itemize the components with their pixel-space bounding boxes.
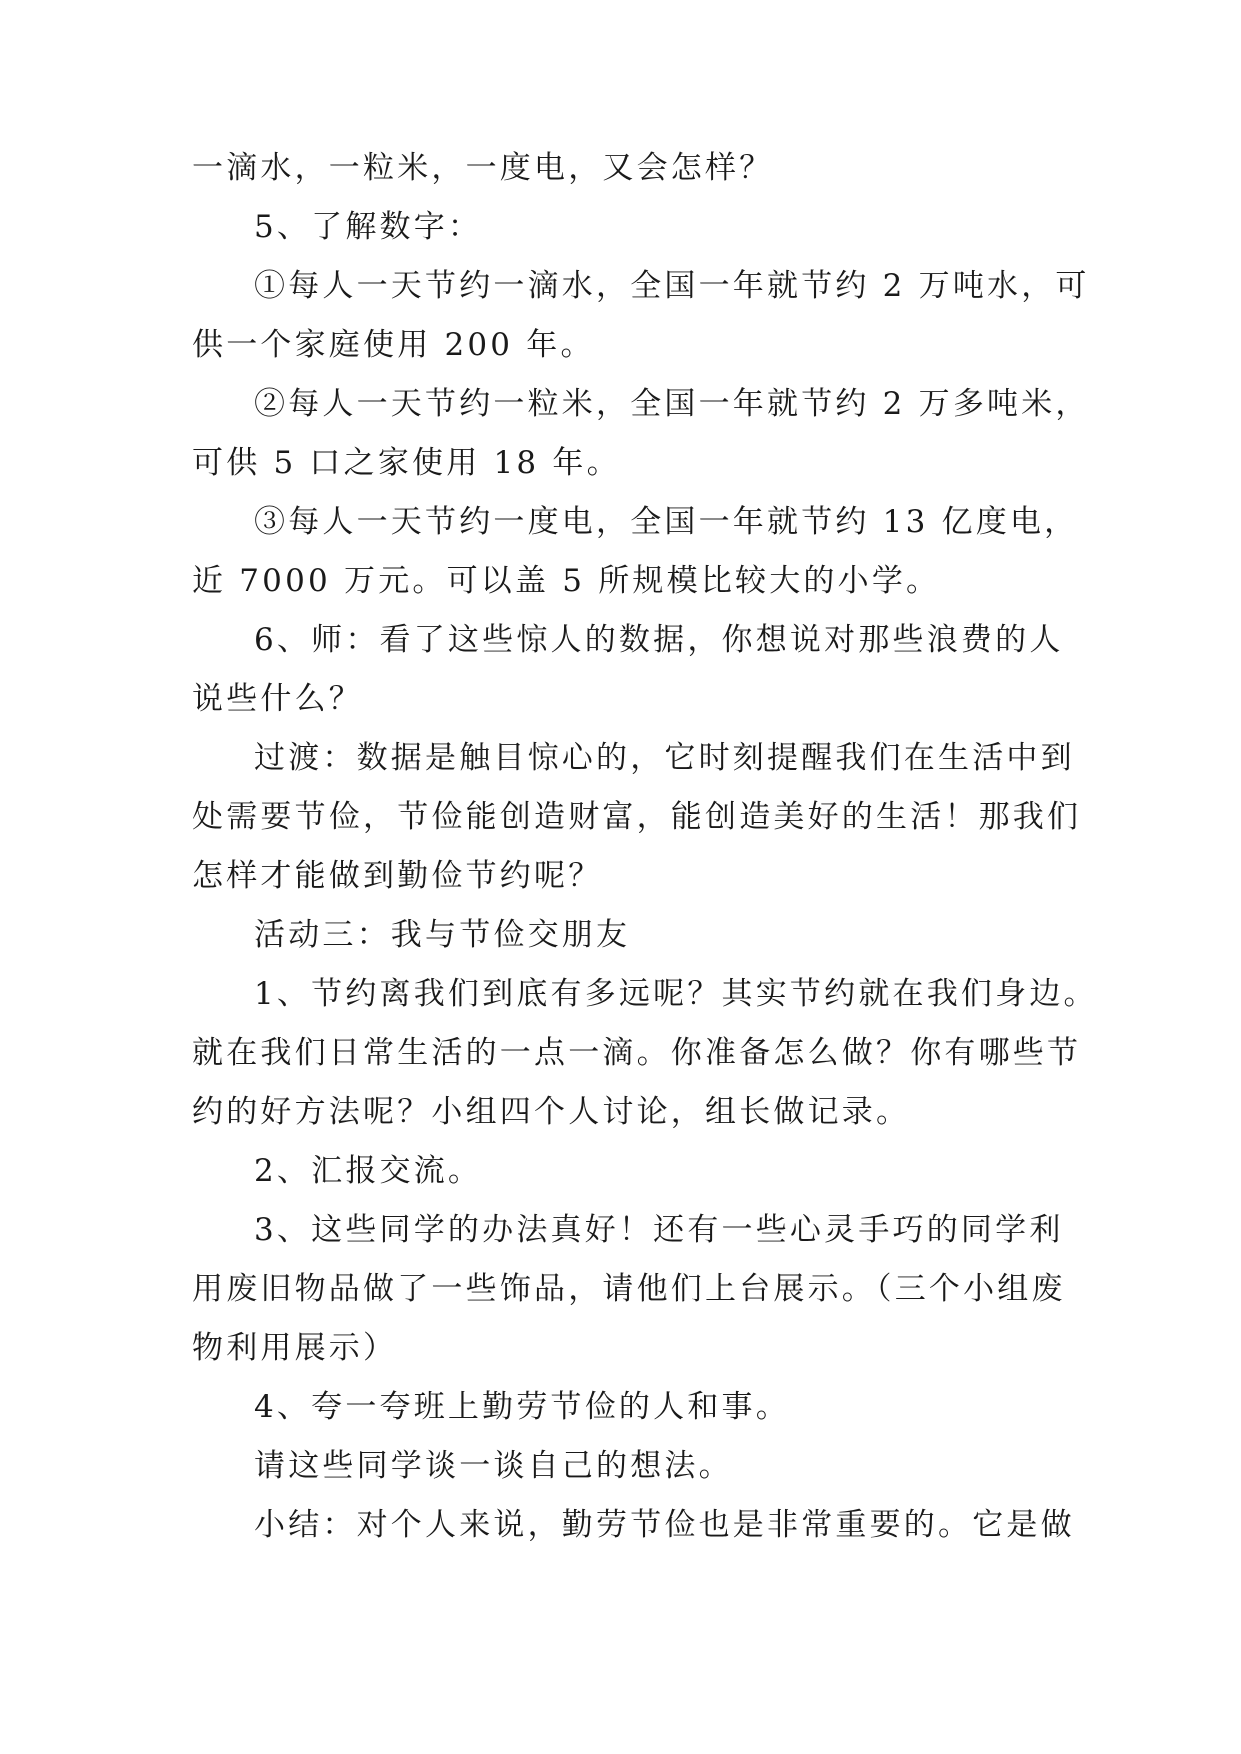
text-line: 处需要节俭，节俭能创造财富，能创造美好的生活！那我们 — [192, 799, 1082, 835]
text-line: 4、夸一夸班上勤劳节俭的人和事。 — [254, 1389, 790, 1425]
text-line: 5、了解数字： — [254, 209, 483, 245]
text-line: 可供 5 口之家使用 18 年。 — [192, 445, 621, 481]
text-line: 怎样才能做到勤俭节约呢？ — [192, 858, 603, 894]
text-line: 2、汇报交流。 — [254, 1153, 483, 1189]
text-line: 物利用展示） — [192, 1330, 398, 1366]
text-line: 用废旧物品做了一些饰品，请他们上台展示。（三个小组废 — [192, 1271, 1066, 1307]
text-line: 1、节约离我们到底有多远呢？其实节约就在我们身边。 — [254, 976, 1098, 1012]
text-line: 供一个家庭使用 200 年。 — [192, 327, 595, 363]
text-line: ①每人一天节约一滴水，全国一年就节约 2 万吨水，可 — [254, 268, 1090, 304]
text-line: 近 7000 万元。可以盖 5 所规模比较大的小学。 — [192, 563, 941, 599]
text-line: 说些什么？ — [192, 681, 363, 717]
text-line: 约的好方法呢？小组四个人讨论，组长做记录。 — [192, 1094, 911, 1130]
text-line: 过渡：数据是触目惊心的，它时刻提醒我们在生活中到 — [254, 740, 1075, 776]
text-line: ②每人一天节约一粒米，全国一年就节约 2 万多吨米， — [254, 386, 1090, 422]
text-line: 一滴水，一粒米，一度电，又会怎样？ — [192, 150, 774, 186]
text-line: 3、这些同学的办法真好！还有一些心灵手巧的同学利 — [254, 1212, 1064, 1248]
text-line: 小结：对个人来说，勤劳节俭也是非常重要的。它是做 — [254, 1507, 1075, 1543]
text-line: 请这些同学谈一谈自己的想法。 — [254, 1448, 733, 1484]
text-line: ③每人一天节约一度电，全国一年就节约 13 亿度电， — [254, 504, 1079, 540]
text-line: 6、师：看了这些惊人的数据，你想说对那些浪费的人 — [254, 622, 1064, 658]
section-heading: 活动三：我与节俭交朋友 — [254, 917, 631, 953]
text-line: 就在我们日常生活的一点一滴。你准备怎么做？你有哪些节 — [192, 1035, 1082, 1071]
